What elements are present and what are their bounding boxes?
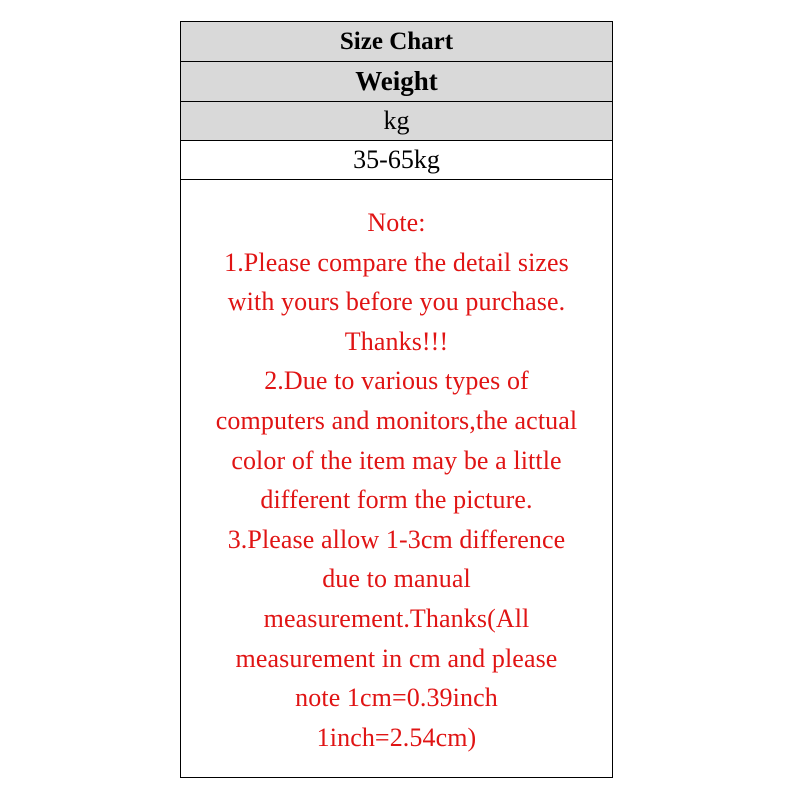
note-line: computers and monitors,the actual [215, 405, 578, 435]
note-cell [181, 180, 612, 777]
size-chart-table [180, 21, 613, 778]
unit-cell: kg [181, 102, 612, 141]
note-line: 1.Please compare the detail sizes [224, 247, 569, 277]
weight-range-cell: 35-65kg [181, 141, 612, 180]
weight-header: Weight [181, 62, 612, 102]
note-line: Thanks!!! [344, 326, 449, 356]
size-chart-title: Size Chart [181, 22, 612, 62]
note-line: note 1cm=0.39inch [295, 683, 498, 713]
note-line: 1inch=2.54cm) [316, 722, 477, 752]
note-line: measurement.Thanks(All [263, 603, 530, 633]
note-line: color of the item may be a little [231, 445, 562, 475]
note-line: with yours before you purchase. [227, 287, 566, 317]
note-heading: Note: [367, 208, 426, 237]
note-text [181, 180, 612, 757]
note-line: different form the picture. [260, 485, 533, 515]
note-line: due to manual [322, 564, 471, 594]
note-line: 2.Due to various types of [264, 366, 529, 396]
note-line: measurement in cm and please [235, 643, 558, 673]
note-line: 3.Please allow 1-3cm difference [227, 524, 566, 554]
